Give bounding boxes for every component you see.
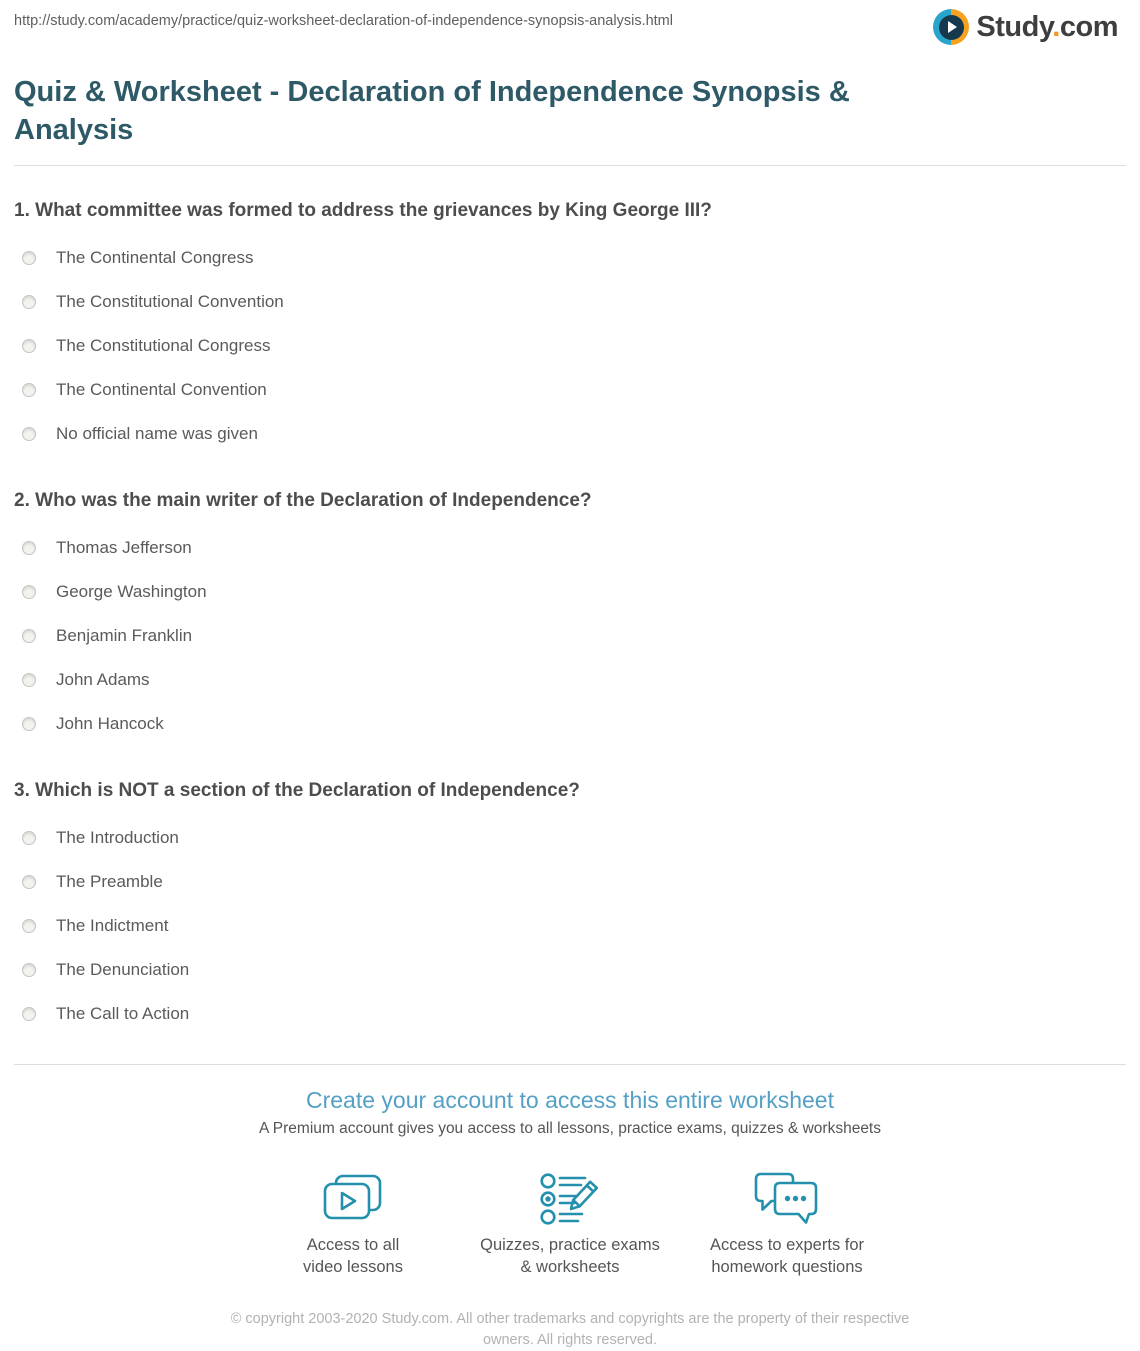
option-label[interactable]: The Introduction [56, 828, 179, 848]
feature-expert-help [679, 1172, 896, 1279]
cta-title: Create your account to access this entire worksheet [306, 1087, 834, 1114]
page-title: Quiz & Worksheet - Declaration of Independence Synopsis & Analysis [14, 76, 850, 146]
option-row[interactable] [14, 702, 1126, 746]
feature-label: Quizzes, practice exams & worksheets [480, 1236, 660, 1277]
option-row[interactable] [14, 948, 1126, 992]
option-row[interactable] [14, 526, 1126, 570]
radio-button[interactable] [22, 1007, 36, 1021]
option-label[interactable]: No official name was given [56, 424, 258, 444]
option-label[interactable]: The Continental Convention [56, 380, 267, 400]
radio-button[interactable] [22, 339, 36, 353]
video-lessons-icon [245, 1172, 462, 1225]
radio-button[interactable] [22, 629, 36, 643]
question-3-title: 3. Which is NOT a section of the Declaration of Independence? [14, 780, 580, 802]
option-label[interactable]: The Indictment [56, 916, 169, 936]
question-1-options [14, 236, 1126, 456]
copyright-text: © copyright 2003-2020 Study.com. All other trademarks and copyrights are the property of their respective owners. All rights reserved. [230, 1310, 910, 1348]
question-1 [14, 200, 1126, 456]
option-row[interactable] [14, 368, 1126, 412]
feature-label: Access to experts for homework questions [709, 1236, 865, 1277]
option-label[interactable]: John Hancock [56, 714, 164, 734]
feature-video-lessons [245, 1172, 462, 1279]
option-row[interactable] [14, 236, 1126, 280]
radio-button[interactable] [22, 251, 36, 265]
feature-list [14, 1172, 1126, 1279]
radio-button[interactable] [22, 541, 36, 555]
option-label[interactable]: George Washington [56, 582, 207, 602]
question-3 [14, 780, 1126, 1036]
option-label[interactable]: Thomas Jefferson [56, 538, 192, 558]
radio-button[interactable] [22, 831, 36, 845]
radio-button[interactable] [22, 383, 36, 397]
option-row[interactable] [14, 904, 1126, 948]
question-2-title: 2. Who was the main writer of the Declaration of Independence? [14, 490, 592, 512]
experts-chat-icon [679, 1172, 896, 1225]
question-2-options [14, 526, 1126, 746]
feature-label: Access to all video lessons [303, 1236, 403, 1277]
option-row[interactable] [14, 280, 1126, 324]
option-label[interactable]: The Continental Congress [56, 248, 254, 268]
option-row[interactable] [14, 570, 1126, 614]
studycom-logo-text: Study.com [976, 10, 1118, 43]
option-label[interactable]: The Denunciation [56, 960, 190, 980]
cta-subtitle: A Premium account gives you access to all lessons, practice exams, quizzes & worksheets [259, 1120, 881, 1138]
option-row[interactable] [14, 860, 1126, 904]
option-label[interactable]: The Constitutional Convention [56, 292, 284, 312]
studycom-logo[interactable] [933, 9, 1118, 45]
option-row[interactable] [14, 412, 1126, 456]
quizzes-worksheets-icon [462, 1172, 679, 1225]
radio-button[interactable] [22, 963, 36, 977]
option-row[interactable] [14, 324, 1126, 368]
option-label[interactable]: The Preamble [56, 872, 163, 892]
page-url: http://study.com/academy/practice/quiz-worksheet-declaration-of-independence-synopsis-analysis.html [14, 13, 673, 29]
question-1-title: 1. What committee was formed to address the grievances by King George III? [14, 200, 712, 222]
option-row[interactable] [14, 658, 1126, 702]
option-label[interactable]: John Adams [56, 670, 150, 690]
radio-button[interactable] [22, 919, 36, 933]
question-3-options [14, 816, 1126, 1036]
option-row[interactable] [14, 816, 1126, 860]
option-row[interactable] [14, 992, 1126, 1036]
radio-button[interactable] [22, 717, 36, 731]
footer-divider [14, 1064, 1126, 1065]
radio-button[interactable] [22, 875, 36, 889]
title-divider [14, 165, 1126, 166]
option-label[interactable]: The Constitutional Congress [56, 336, 271, 356]
radio-button[interactable] [22, 585, 36, 599]
option-label[interactable]: The Call to Action [56, 1004, 190, 1024]
option-label[interactable]: Benjamin Franklin [56, 626, 193, 646]
feature-quizzes-worksheets [462, 1172, 679, 1279]
question-2 [14, 490, 1126, 746]
radio-button[interactable] [22, 673, 36, 687]
option-row[interactable] [14, 614, 1126, 658]
studycom-play-icon [933, 9, 969, 45]
radio-button[interactable] [22, 427, 36, 441]
radio-button[interactable] [22, 295, 36, 309]
